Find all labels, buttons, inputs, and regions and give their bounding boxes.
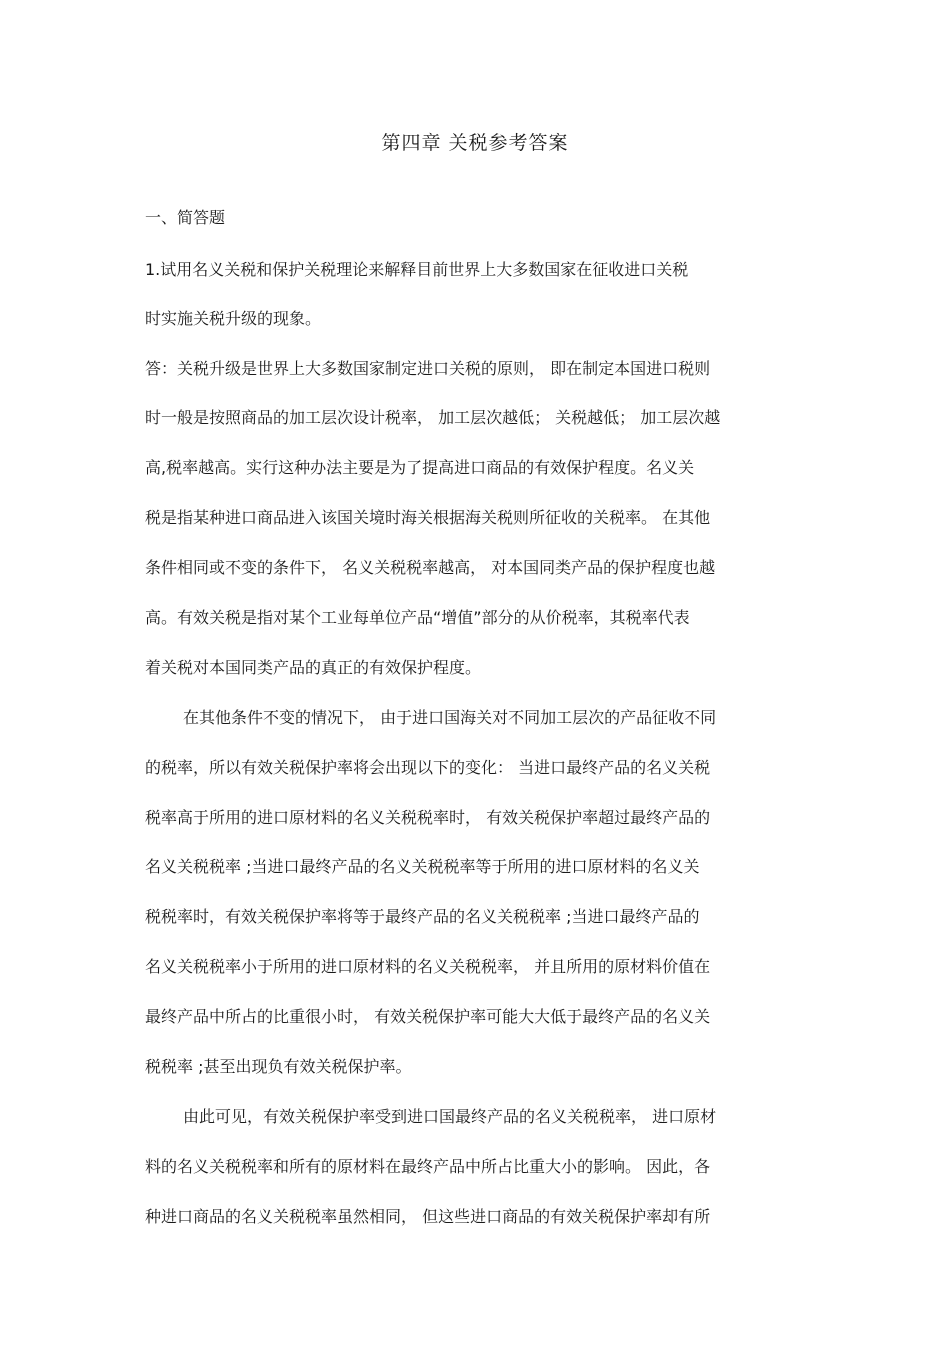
answer-line: 税率高于所用的进口原材料的名义关税税率时， 有效关税保护率超过最终产品的 <box>145 808 711 827</box>
answer-line: 名义关税税率 ;当进口最终产品的名义关税税率等于所用的进口原材料的名义关 <box>145 857 700 876</box>
question-line: 1.试用名义关税和保护关税理论来解释目前世界上大多数国家在征收进口关税 <box>145 260 689 279</box>
answer-line: 最终产品中所占的比重很小时， 有效关税保护率可能大大低于最终产品的名义关 <box>145 1007 711 1026</box>
answer-line: 名义关税税率小于所用的进口原材料的名义关税税率， 并且所用的原材料价值在 <box>145 957 711 976</box>
answer-line: 高,税率越高。实行这种办法主要是为了提高进口商品的有效保护程度。名义关 <box>145 458 695 477</box>
answer-line: 税税率时，有效关税保护率将等于最终产品的名义关税税率 ;当进口最终产品的 <box>145 907 700 926</box>
answer-line: 种进口商品的名义关税税率虽然相同， 但这些进口商品的有效关税保护率却有所 <box>145 1207 711 1226</box>
answer-line: 时一般是按照商品的加工层次设计税率， 加工层次越低； 关税越低； 加工层次越 <box>145 408 721 427</box>
answer-line: 在其他条件不变的情况下， 由于进口国海关对不同加工层次的产品征收不同 <box>183 708 717 727</box>
answer-line: 着关税对本国同类产品的真正的有效保护程度。 <box>145 658 482 677</box>
document-title: 第四章 关税参考答案 <box>381 132 569 154</box>
answer-line: 高。有效关税是指对某个工业每单位产品“增值”部分的从价税率，其税率代表 <box>145 608 690 627</box>
answer-line: 的税率，所以有效关税保护率将会出现以下的变化： 当进口最终产品的名义关税 <box>145 758 711 777</box>
answer-line: 条件相同或不变的条件下， 名义关税税率越高， 对本国同类产品的保护程度也越 <box>145 558 716 577</box>
answer-line: 税税率 ;甚至出现负有效关税保护率。 <box>145 1057 412 1076</box>
answer-line: 由此可见，有效关税保护率受到进口国最终产品的名义关税税率， 进口原材 <box>183 1107 717 1126</box>
answer-line: 料的名义关税税率和所有的原材料在最终产品中所占比重大小的影响。 因此，各 <box>145 1157 711 1176</box>
answer-line: 税是指某种进口商品进入该国关境时海关根据海关税则所征收的关税率。 在其他 <box>145 508 711 527</box>
section-heading: 一、简答题 <box>145 208 226 227</box>
question-line: 时实施关税升级的现象。 <box>145 309 322 328</box>
answer-line: 答：关税升级是世界上大多数国家制定进口关税的原则， 即在制定本国进口税则 <box>145 359 711 378</box>
